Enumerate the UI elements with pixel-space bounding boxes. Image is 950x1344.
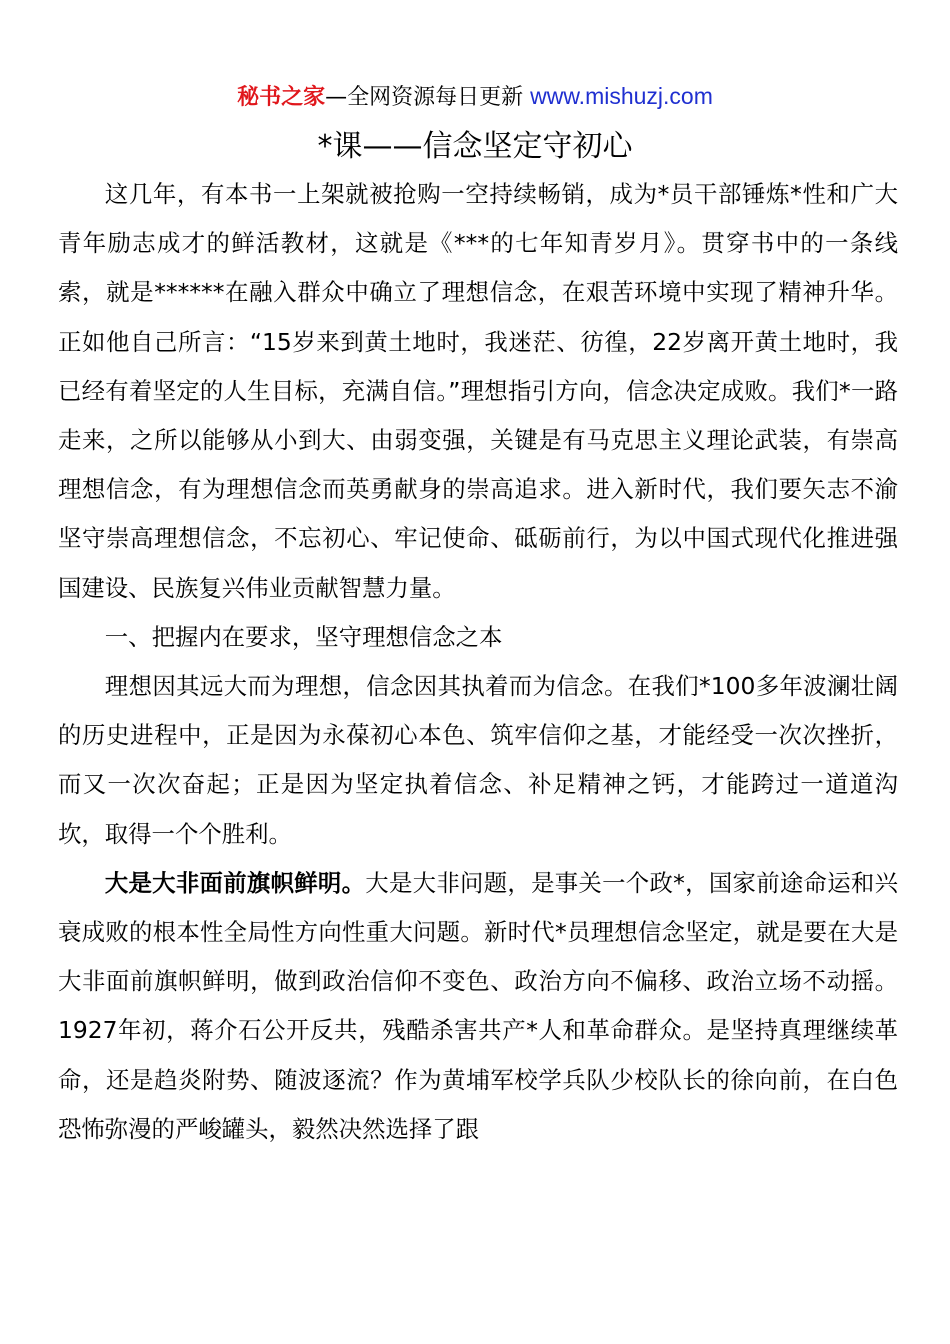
section-heading: 一、把握内在要求，坚守理想信念之本 [104, 622, 503, 651]
paragraph-point [58, 859, 898, 1154]
brand-name: 秘书之家 [237, 85, 326, 110]
paragraph-section-intro: 理想因其远大而为理想，信念因其执着而为信念。在我们*100多年波澜壮阔的历史进程中，正是因为永葆初心本色、筑牢信仰之基，才能经受一次次挫折，而又一次次奋起；正是因为坚定执着信念、补足精神之钙，才能跨过一道道沟坎，取得一个个胜利。 [58, 672, 898, 848]
paragraph-lead-bold: 大是大非面前旗帜鲜明。 [104, 868, 366, 897]
site-url[interactable]: www.mishuzj.com [530, 83, 713, 109]
header-tagline: —全网资源每日更新 [325, 85, 531, 110]
site-header [0, 80, 950, 114]
paragraph-intro: 这几年，有本书一上架就被抢购一空持续畅销，成为*员干部锤炼*性和广大青年励志成才的鲜活教材，这就是《***的七年知青岁月》。贯穿书中的一条线索，就是******在融入群众中确立了理想信念，在艰苦环境中实现了精神升华。正如他自己所言：“15岁来到黄土地时，我迷茫、彷徨，22岁离开黄土地时，我已经有着坚定的人生目标，充满自信。”理想指引方向，信念决定成败。我们*一路走来，之所以能够从小到大、由弱变强，关键是有马克思主义理论武装，有崇高理想信念，有为理想信念而英勇献身的崇高追求。进入新时代，我们要矢志不渝坚守崇高理想信念，不忘初心、牢记使命、砥砺前行，为以中国式现代化推进强国建设、民族复兴伟业贡献智慧力量。 [58, 180, 898, 602]
document-title: *课——信念坚定守初心 [317, 129, 633, 164]
document-body [58, 170, 898, 1154]
paragraph-point-text: 大是大非问题，是事关一个政*，国家前途命运和兴衰成败的根本性全局性方向性重大问题。新时代*员理想信念坚定，就是要在大是大非面前旗帜鲜明，做到政治信仰不变色、政治方向不偏移、政治立场不动摇。1927年初，蒋介石公开反共，残酷杀害共产*人和革命群众。是坚持真理继续革命，还是趋炎附势、随波逐流？作为黄埔军校学兵队少校队长的徐向前，在白色恐怖弥漫的严峻罐头，毅然决然选择了跟 [58, 868, 898, 1143]
